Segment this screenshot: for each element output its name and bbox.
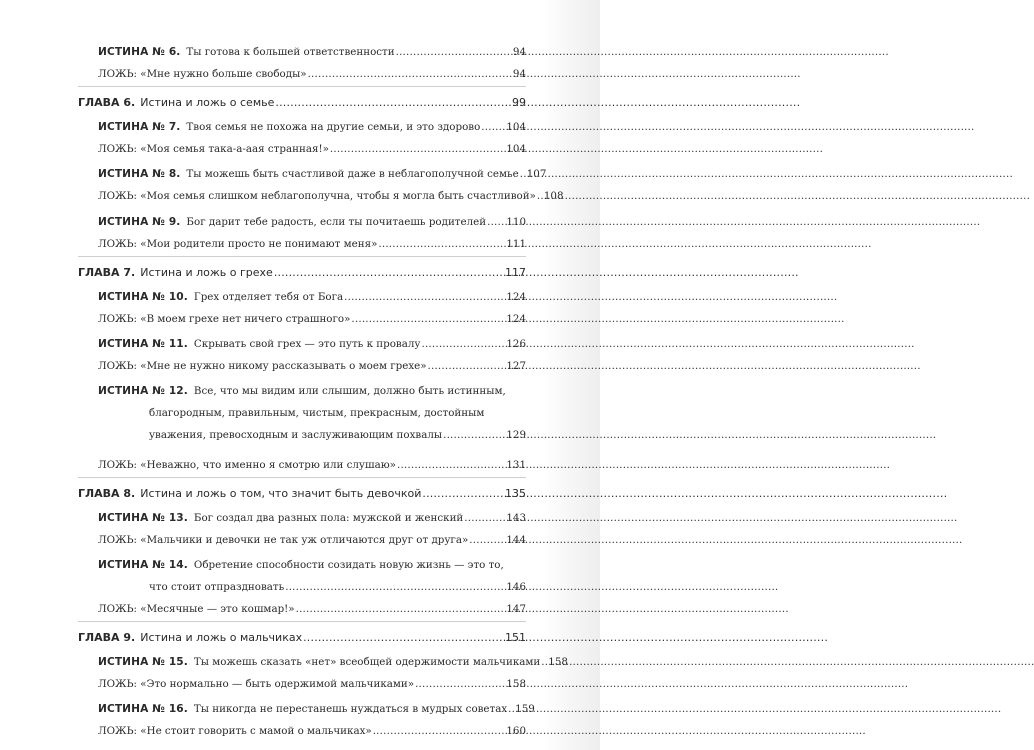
truth-text-end: что стоит отпраздновать [149,581,285,593]
lie-entry[interactable] [98,360,526,372]
dot-leader [428,360,506,372]
lie-entry[interactable] [98,238,526,250]
page-number: 117 [505,266,526,279]
lie-text: ЛОЖЬ: «Месячные — это кошмар!» [98,603,295,615]
page-number: 160 [506,725,526,737]
chapter-divider [78,86,526,87]
truth-title [98,121,480,133]
lie-entry[interactable] [98,534,526,546]
page-number: 129 [506,429,526,441]
lie-title [98,534,468,546]
page-number: 151 [505,631,526,644]
chapter-entry[interactable] [78,487,526,500]
truth-text: Ты никогда не перестанешь нуждаться в мудрых советах [193,703,508,715]
lie-text: ЛОЖЬ: «Мне нужно больше свободы» [98,68,307,80]
dot-leader [274,266,504,279]
truth-title [98,656,540,668]
lie-text: ЛОЖЬ: «Мне не нужно никому рассказывать о моем грехе» [98,360,427,372]
lie-text: ЛОЖЬ: «Мальчики и девочки не так уж отличаются друг от друга» [98,534,469,546]
page-number: 143 [506,512,526,524]
truth-text: Скрывать свой грех — это путь к провалу [193,338,421,350]
truth-label: ИСТИНА № 8. [98,168,181,180]
dot-leader [422,487,504,500]
truth-entry[interactable] [98,559,526,571]
truth-text: Бог создал два разных пола: мужской и женский [193,512,464,524]
page-number: 94 [512,68,526,80]
truth-title [98,46,395,58]
truth-entry[interactable] [98,338,526,350]
chapter-text: Истина и ложь о семье [140,96,275,109]
page-number: 110 [506,216,526,228]
truth-title [98,168,519,180]
chapter-label: ГЛАВА 9. [78,631,136,644]
lie-entry[interactable] [98,603,526,615]
lie-text: ЛОЖЬ: «Моя семья слишком неблагополучна, чтобы я могла быть счастливой» [98,190,536,202]
lie-text: ЛОЖЬ: «Не стоит говорить с мамой о мальчиках» [98,725,372,737]
dot-leader [351,313,505,325]
truth-text: Ты можешь быть счастливой даже в неблагополучной семье [186,168,519,180]
page-number: 135 [505,487,526,500]
page-number: 107 [526,168,547,180]
truth-entry[interactable] [98,512,526,524]
lie-title [98,238,377,250]
truth-label: ИСТИНА № 9. [98,216,181,228]
lie-title [98,603,295,615]
page-number: 147 [506,603,526,615]
lie-entry[interactable] [98,143,526,155]
truth-title-end [149,581,284,593]
lie-text: ЛОЖЬ: «Неважно, что именно я смотрю или слушаю» [98,459,396,471]
truth-text: Обретение способности созидать новую жизнь — это то, [193,559,504,571]
page-number: 144 [506,534,526,546]
page-number: 159 [515,703,535,715]
truth-entry[interactable] [98,168,547,180]
chapter-label: ГЛАВА 8. [78,487,136,500]
truth-title [98,216,486,228]
truth-label: ИСТИНА № 12. [98,385,188,397]
lie-entry[interactable] [98,725,526,737]
truth-entry-continued[interactable] [149,429,526,441]
dot-leader [308,68,512,80]
truth-entry[interactable] [98,291,526,303]
chapter-title [78,487,421,500]
truth-text: Бог дарит тебе радость, если ты почитаешь родителей [186,216,487,228]
truth-title [98,385,506,397]
chapter-entry[interactable] [78,266,526,279]
page-number: 158 [548,656,568,668]
page-number: 99 [512,96,526,109]
dot-leader [508,703,514,715]
page-number: 111 [506,238,526,250]
dot-leader [378,238,505,250]
lie-title [98,725,372,737]
truth-text: Ты можешь сказать «нет» всеобщей одержимости мальчиками [193,656,541,668]
lie-entry[interactable] [98,678,526,690]
dot-leader [396,46,512,58]
chapter-divider [78,621,526,622]
page-number: 131 [506,459,526,471]
dot-leader [443,429,505,441]
truth-title [98,338,420,350]
dot-leader [285,581,505,593]
chapter-title [78,631,302,644]
dot-leader [469,534,505,546]
truth-label: ИСТИНА № 15. [98,656,188,668]
truth-title [98,559,504,571]
chapter-text: Истина и ложь о грехе [140,266,273,279]
truth-label: ИСТИНА № 7. [98,121,181,133]
truth-entry-continued[interactable] [149,581,526,593]
page-number: 126 [506,338,526,350]
lie-title [98,360,427,372]
truth-entry[interactable] [98,385,526,397]
chapter-entry[interactable] [78,96,526,109]
truth-entry[interactable] [98,703,535,715]
truth-entry[interactable] [98,656,568,668]
page-number: 104 [506,121,526,133]
page-number: 104 [506,143,526,155]
lie-title [98,678,414,690]
dot-leader [330,143,505,155]
page-number: 108 [543,190,564,202]
lie-title [98,313,350,325]
chapter-text: Истина и ложь о том, что значит быть девочкой [140,487,422,500]
page-number: 94 [512,46,526,58]
truth-label: ИСТИНА № 14. [98,559,188,571]
chapter-text: Истина и ложь о мальчиках [140,631,303,644]
truth-title [98,512,463,524]
truth-entry[interactable] [98,121,526,133]
lie-entry[interactable] [98,313,526,325]
truth-title-end [149,429,442,441]
chapter-title [78,266,273,279]
truth-text-end: уважения, превосходным и заслуживающим похвалы [149,429,443,441]
page-number: 127 [506,360,526,372]
truth-text: Ты готова к большей ответственности [186,46,395,58]
lie-title [98,143,329,155]
dot-leader [487,216,505,228]
chapter-title [78,96,274,109]
lie-entry[interactable] [98,68,526,80]
page-number: 158 [506,678,526,690]
truth-title [98,291,343,303]
dot-leader [464,512,505,524]
dot-leader [344,291,505,303]
dot-leader [537,190,543,202]
truth-entry[interactable] [98,216,526,228]
truth-text: Грех отделяет тебя от Бога [193,291,344,303]
truth-text: Все, что мы видим или слышим, должно быть истинным, [193,385,506,397]
dot-leader [296,603,506,615]
lie-title [98,190,536,202]
truth-label: ИСТИНА № 16. [98,703,188,715]
truth-label: ИСТИНА № 11. [98,338,188,350]
lie-text: ЛОЖЬ: «Моя семья така-а-аая странная!» [98,143,329,155]
truth-text: Твоя семья не похожа на другие семьи, и это здорово [186,121,481,133]
page-number: 124 [506,313,526,325]
truth-label: ИСТИНА № 10. [98,291,188,303]
truth-text-continued: благородным, правильным, чистым, прекрасным, достойным [149,407,485,419]
dot-leader [373,725,506,737]
truth-entry[interactable] [98,46,526,58]
chapter-entry[interactable] [78,631,526,644]
chapter-label: ГЛАВА 6. [78,96,136,109]
lie-title [98,459,396,471]
lie-title [98,68,307,80]
dot-leader [421,338,505,350]
truth-label: ИСТИНА № 13. [98,512,188,524]
lie-entry[interactable] [98,459,526,471]
dot-leader [415,678,505,690]
page-number: 146 [506,581,526,593]
dot-leader [520,168,526,180]
lie-entry[interactable] [98,190,564,202]
lie-text: ЛОЖЬ: «Мои родители просто не понимают меня» [98,238,378,250]
chapter-label: ГЛАВА 7. [78,266,136,279]
dot-leader [481,121,505,133]
chapter-divider [78,477,526,478]
truth-label: ИСТИНА № 6. [98,46,181,58]
truth-title [98,703,507,715]
lie-text: ЛОЖЬ: «Это нормально — быть одержимой мальчиками» [98,678,415,690]
dot-leader [541,656,547,668]
dot-leader [303,631,504,644]
chapter-divider [78,256,526,257]
dot-leader [397,459,505,471]
page-number: 124 [506,291,526,303]
lie-text: ЛОЖЬ: «В моем грехе нет ничего страшного» [98,313,351,325]
dot-leader [275,96,511,109]
